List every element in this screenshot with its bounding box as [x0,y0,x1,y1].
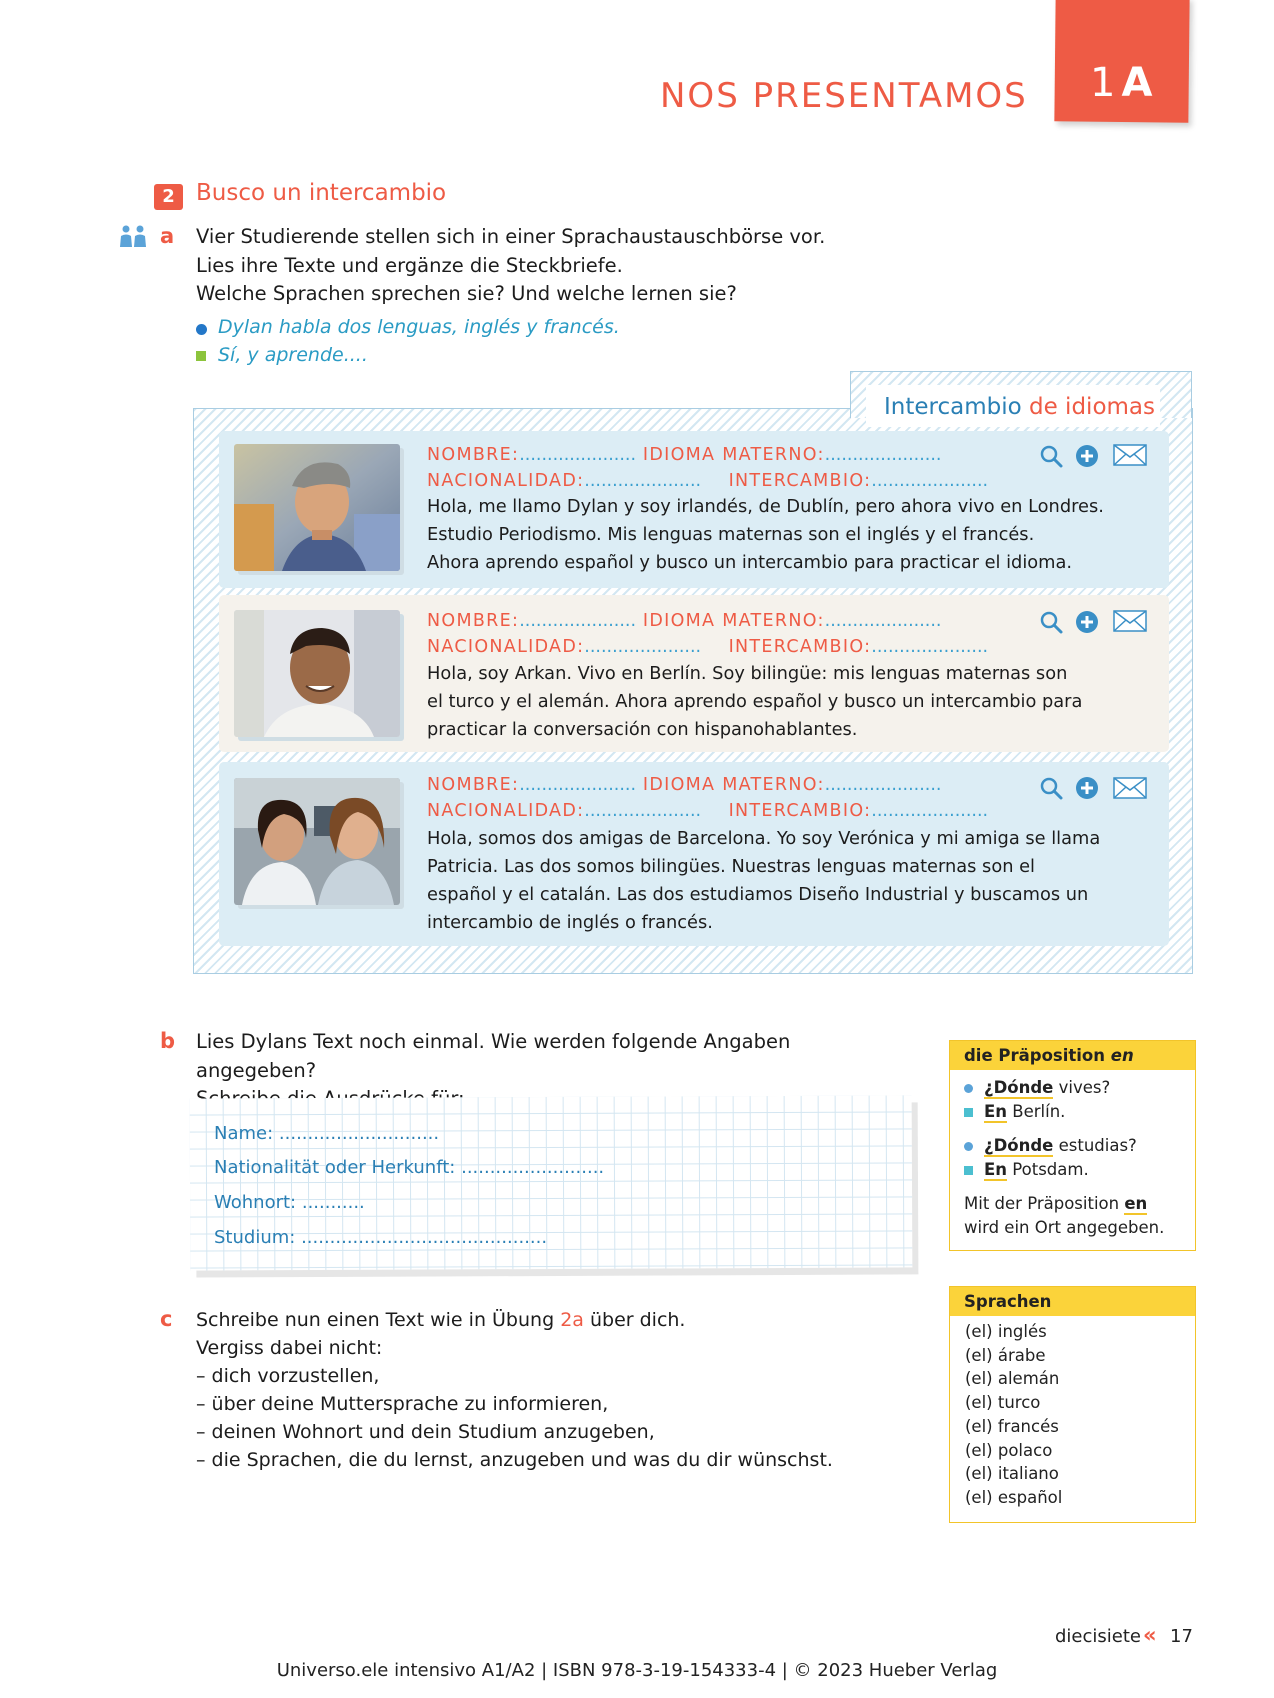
example-line-1: Dylan habla dos lenguas, inglés y francés. [218,316,620,338]
language-item: (el) español [965,1487,1063,1507]
part-c-letter: c [160,1307,173,1331]
example-bullet-square [196,351,206,361]
page-arrow-icon: « [1143,1623,1157,1647]
grammar-question-2: ¿Dónde estudias? [950,1134,1195,1158]
exercise-title: Busco un intercambio [196,180,447,206]
field-row-1: NOMBRE:..................... IDIOMA MATERNO:..................... [427,445,942,465]
instruction-line: Lies ihre Texte und ergänze die Steckbriefe. [196,253,623,277]
photo-arkan [234,610,400,737]
instruction-line: Vier Studierende stellen sich in einer Sprachaustauschbörse vor. [196,225,826,248]
card-text-dylan: Hola, me llamo Dylan y soy irlandés, de Dublín, pero ahora vivo en Londres. Estudio Periodismo. Mis lenguas maternas son el inglés y el francés. Ahora aprendo español y busco un intercambio para practicar el idioma. [427,496,1104,573]
grammar-answer-2: En Potsdam. [950,1158,1195,1182]
add-icon[interactable] [1074,443,1100,469]
grammar-note: Mit der Präposition en wird ein Ort angegeben. [964,1194,1165,1237]
part-b-instructions: Lies Dylans Text noch einmal. Wie werden folgende Angaben angegeben? [196,1030,791,1082]
search-icon[interactable] [1038,609,1064,635]
example-bullet-dot [196,324,207,335]
card-text-veronica-patricia: Hola, somos dos amigas de Barcelona. Yo soy Verónica y mi amiga se llama Patricia. Las dos somos bilingües. Nuestras lenguas maternas son el español y el catalán. Las dos estudiamos Diseño Industrial y buscamos un intercambio de inglés o francés. [427,828,1101,933]
languages-box [949,1286,1196,1523]
field-row-2: NACIONALIDAD:..................... INTERCAMBIO:..................... [427,637,989,657]
language-item: (el) turco [965,1393,1041,1413]
search-icon[interactable] [1038,775,1064,801]
page-word: diecisiete [1055,1626,1141,1647]
language-item: (el) francés [965,1416,1059,1436]
grammar-box-preposition [949,1040,1196,1251]
page-number: 17 [1170,1626,1193,1647]
part-a-letter: a [160,224,175,248]
language-item: (el) italiano [965,1464,1059,1484]
photo-dylan [234,444,400,571]
photo-veronica-patricia [234,778,400,905]
footer-credit: Universo.ele intensivo A1/A2 | ISBN 978-3-19-154333-4 | © 2023 Hueber Verlag [276,1660,998,1681]
board-title: Intercambio de idiomas [884,394,1155,420]
envelope-icon[interactable] [1113,444,1147,466]
partner-work-icon [118,225,148,247]
add-icon[interactable] [1074,775,1100,801]
language-item: (el) polaco [965,1440,1053,1460]
field-row-1: NOMBRE:..................... IDIOMA MATERNO:..................... [427,611,942,631]
example-line-2: Sí, y aprende.... [218,344,368,366]
field-row-2: NACIONALIDAD:..................... INTERCAMBIO:..................... [427,801,989,821]
envelope-icon[interactable] [1113,777,1147,799]
worksheet-field-studies[interactable]: Studium: ........................................... [214,1227,548,1248]
language-item: (el) alemán [965,1369,1060,1389]
language-item: (el) árabe [965,1345,1046,1365]
instruction-line: Welche Sprachen sprechen sie? Und welche lernen sie? [196,282,737,305]
part-a-instructions [196,223,876,309]
worksheet-field-residence[interactable]: Wohnort: ........... [214,1192,365,1213]
card-text-arkan: Hola, soy Arkan. Vivo en Berlín. Soy bilingüe: mis lenguas maternas son el turco y el alemán. Ahora aprendo español y busco un intercambio para practicar la conversación con hispanohablantes. [427,663,1083,740]
envelope-icon[interactable] [1113,610,1147,632]
part-c-instructions: Schreibe nun einen Text wie in Übung 2a über dich. Vergiss dabei nicht: – dich vorzustellen, – über deine Muttersprache zu informieren, – deinen Wohnort und dein Studium anzugeben, – die Sprachen, die du lernst, anzugeben und was du dir wünschst. [196,1309,833,1471]
exercise-number: 2 [154,184,183,210]
worksheet-field-nationality[interactable]: Nationalität oder Herkunft: ......................... [214,1157,605,1178]
worksheet-field-name[interactable]: Name: ............................ [214,1123,440,1144]
part-b-letter: b [160,1029,176,1053]
field-row-1: NOMBRE:..................... IDIOMA MATERNO:..................... [427,775,942,795]
grammar-question-1: ¿Dónde vives? [950,1076,1195,1100]
add-icon[interactable] [1074,609,1100,635]
languages-box-title: Sprachen [950,1287,1195,1316]
language-item: (el) inglés [965,1322,1047,1341]
exercise-reference: 2a [560,1309,584,1331]
grammar-answer-1: En Berlín. [950,1100,1195,1124]
unit-label: 1 A [1090,60,1155,106]
grammar-box-title: die Präposition en [950,1041,1195,1070]
field-row-2: NACIONALIDAD:..................... INTERCAMBIO:..................... [427,471,989,491]
lesson-title: NOS PRESENTAMOS [660,76,1028,116]
search-icon[interactable] [1038,443,1064,469]
